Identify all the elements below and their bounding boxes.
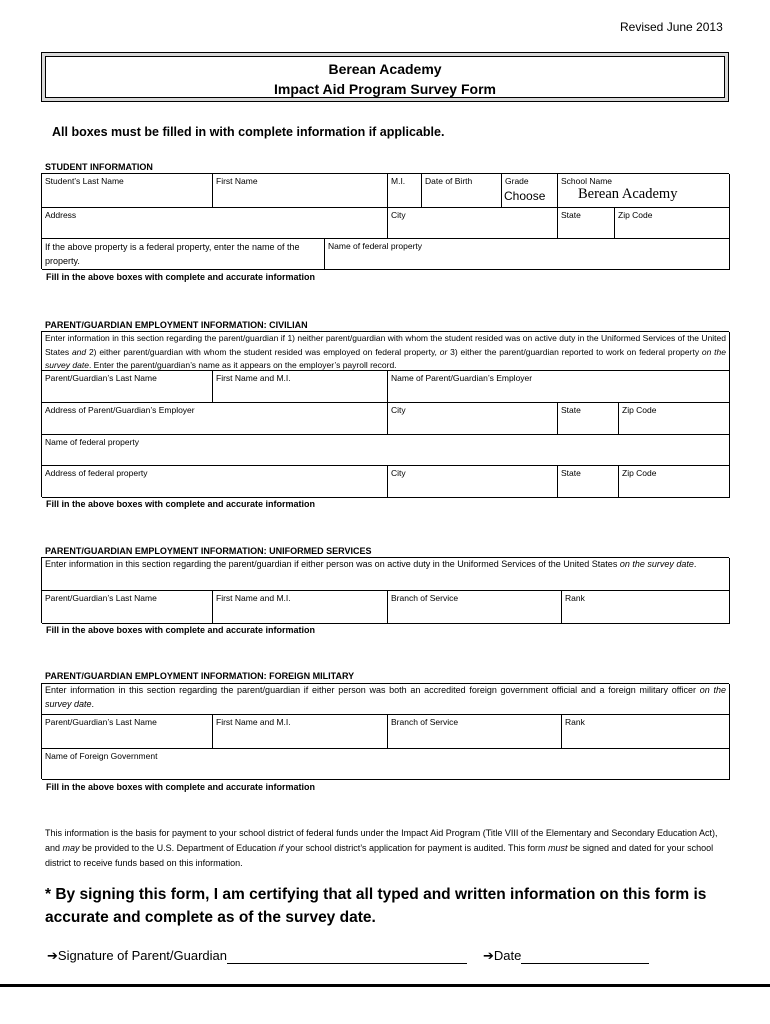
student-address-field[interactable] xyxy=(42,208,388,239)
civilian-instructions xyxy=(42,332,730,371)
instruction-text: All boxes must be filled in with complete information if applicable. xyxy=(52,125,445,139)
civilian-city-label: City xyxy=(391,405,406,415)
student-mi-field[interactable] xyxy=(388,174,422,208)
school-name-value[interactable]: Berean Academy xyxy=(578,186,678,202)
civilian-first-name-field[interactable] xyxy=(213,371,388,403)
civilian-note-or: or xyxy=(439,346,448,357)
student-city-label: City xyxy=(391,210,406,220)
fill-note-student: Fill in the above boxes with complete and accurate information xyxy=(46,272,316,282)
uniformed-last-name-label: Parent/Guardian’s Last Name xyxy=(45,593,157,603)
federal-property-question-text: If the above property is a federal property, enter the name of the property. xyxy=(45,242,300,266)
civilian-note-c: 3) either the parent/guardian reported to work on federal property xyxy=(447,346,702,357)
fill-note-foreign: Fill in the above boxes with complete and accurate information xyxy=(46,782,316,792)
student-mi-label: M.I. xyxy=(391,176,406,186)
student-state-field[interactable] xyxy=(558,208,615,239)
date-label: Date xyxy=(493,948,522,963)
uniformed-note-end: . xyxy=(693,559,697,569)
student-zip-field[interactable] xyxy=(615,208,730,239)
title-inner xyxy=(45,56,725,98)
civilian-note-and: and xyxy=(71,346,87,357)
foreign-government-field[interactable] xyxy=(42,749,730,780)
civilian-federal-city-label: City xyxy=(391,468,406,478)
arrow-right-icon: ➔ xyxy=(483,948,494,963)
civilian-grid xyxy=(41,331,729,497)
fill-note-civilian: Fill in the above boxes with complete and accurate information xyxy=(46,499,316,509)
federal-property-question xyxy=(42,239,325,270)
footer-p2: be provided to the U.S. Department of Education xyxy=(79,843,279,853)
civilian-federal-state-label: State xyxy=(561,468,581,478)
civilian-note-a: Enter information in this section regarding the parent/guardian if 1) neither parent/guardian with whom the student resided was on active duty in the Uniformed Services of the United States xyxy=(45,333,726,357)
uniformed-note-a: Enter information in this section regarding the parent/guardian if either person was on active duty in the Uniformed Services of the United States xyxy=(45,559,620,569)
foreign-heading: PARENT/GUARDIAN EMPLOYMENT INFORMATION: FOREIGN MILITARY xyxy=(45,671,355,681)
student-address-label: Address xyxy=(45,210,77,220)
civilian-employer-address-field[interactable] xyxy=(42,403,388,435)
student-dob-label: Date of Birth xyxy=(425,176,473,186)
civilian-heading: PARENT/GUARDIAN EMPLOYMENT INFORMATION: CIVILIAN xyxy=(45,320,308,330)
civilian-federal-zip-label: Zip Code xyxy=(622,468,657,478)
foreign-rank-label: Rank xyxy=(565,717,585,727)
civilian-note-date: on the survey date xyxy=(45,346,727,370)
fill-note-uniformed: Fill in the above boxes with complete and accurate information xyxy=(46,625,316,635)
uniformed-grid xyxy=(41,557,729,623)
student-grade-label: Grade xyxy=(505,176,529,186)
uniformed-heading: PARENT/GUARDIAN EMPLOYMENT INFORMATION: UNIFORMED SERVICES xyxy=(45,546,372,556)
foreign-instructions xyxy=(42,684,730,715)
civilian-note-d: . Enter the parent/guardian’s name as it appears on the employer’s payroll record. xyxy=(88,360,397,370)
civilian-zip-label: Zip Code xyxy=(622,405,657,415)
uniformed-branch-label: Branch of Service xyxy=(391,593,459,603)
student-first-name-label: First Name xyxy=(216,176,258,186)
student-state-label: State xyxy=(561,210,581,220)
uniformed-rank-field[interactable] xyxy=(562,591,730,624)
civilian-federal-zip-field[interactable] xyxy=(619,466,730,498)
civilian-last-name-field[interactable] xyxy=(42,371,213,403)
civilian-federal-address-label: Address of federal property xyxy=(45,468,148,478)
student-school-label: School Name xyxy=(561,176,613,186)
signature-field[interactable] xyxy=(227,950,467,964)
signature-label: Signature of Parent/Guardian xyxy=(57,948,228,963)
student-last-name-field[interactable] xyxy=(42,174,213,208)
footer-must: must xyxy=(547,843,568,853)
student-zip-label: Zip Code xyxy=(618,210,653,220)
foreign-note-date: on the survey date xyxy=(45,685,726,709)
student-city-field[interactable] xyxy=(388,208,558,239)
foreign-last-name-label: Parent/Guardian’s Last Name xyxy=(45,717,157,727)
funding-disclaimer xyxy=(45,826,727,871)
civilian-last-name-label: Parent/Guardian’s Last Name xyxy=(45,373,157,383)
civilian-city-field[interactable] xyxy=(388,403,558,435)
civilian-first-name-label: First Name and M.I. xyxy=(216,373,291,383)
student-last-name-label: Student’s Last Name xyxy=(45,176,124,186)
school-title: Berean Academy xyxy=(328,61,442,77)
civilian-federal-address-field[interactable] xyxy=(42,466,388,498)
signature-line xyxy=(47,948,467,964)
civilian-note-b: 2) either parent/guardian with whom the student resided was employed on federal property, xyxy=(86,346,440,357)
uniformed-instructions xyxy=(42,558,730,591)
civilian-employer-address-label: Address of Parent/Guardian’s Employer xyxy=(45,405,195,415)
foreign-first-name-label: First Name and M.I. xyxy=(216,717,291,727)
uniformed-note-date: on the survey date xyxy=(619,559,694,569)
foreign-note-a: Enter information in this section regarding the parent/guardian if either person was both an accredited foreign government official and a foreign military officer xyxy=(45,685,700,695)
student-federal-property-label: Name of federal property xyxy=(328,241,423,251)
civilian-state-label: State xyxy=(561,405,581,415)
civilian-employer-field[interactable] xyxy=(388,371,730,403)
foreign-note-end: . xyxy=(91,698,95,709)
student-first-name-field[interactable] xyxy=(213,174,388,208)
uniformed-first-name-label: First Name and M.I. xyxy=(216,593,291,603)
uniformed-last-name-field[interactable] xyxy=(42,591,213,624)
uniformed-rank-label: Rank xyxy=(565,593,585,603)
footer-p1: This information is the basis for payment to your school district of federal funds under the Impact Aid Program (Title VIII of the Elementary and Secondary Education Act), and xyxy=(45,828,718,853)
student-heading: STUDENT INFORMATION xyxy=(45,162,153,172)
date-field[interactable] xyxy=(521,950,649,964)
civilian-zip-field[interactable] xyxy=(619,403,730,435)
foreign-grid xyxy=(41,683,729,779)
foreign-branch-field[interactable] xyxy=(388,715,562,749)
student-federal-property-field[interactable] xyxy=(325,239,730,270)
footer-may: may xyxy=(62,843,80,853)
title-box xyxy=(41,52,729,102)
footer-p3: your school district’s application for payment is audited. This form xyxy=(283,843,548,853)
footer-p4: be signed and dated for your school district to receive funds based on this information. xyxy=(45,843,714,868)
footer-if: if xyxy=(278,843,284,853)
form-title: Impact Aid Program Survey Form xyxy=(274,81,496,97)
arrow-right-icon: ➔ xyxy=(47,948,58,963)
certification-statement: * By signing this form, I am certifying that all typed and written information on this form is accurate and complete as of the survey date. xyxy=(45,886,707,926)
civilian-federal-state-field[interactable] xyxy=(558,466,619,498)
foreign-first-name-field[interactable] xyxy=(213,715,388,749)
grade-dropdown[interactable]: Choose xyxy=(504,189,546,203)
date-line xyxy=(483,948,649,964)
foreign-government-label: Name of Foreign Government xyxy=(45,751,158,761)
foreign-rank-field[interactable] xyxy=(562,715,730,749)
civilian-federal-city-field[interactable] xyxy=(388,466,558,498)
bottom-divider xyxy=(0,984,770,987)
civilian-employer-label: Name of Parent/Guardian’s Employer xyxy=(391,373,533,383)
civilian-federal-property-field[interactable] xyxy=(42,435,730,466)
foreign-branch-label: Branch of Service xyxy=(391,717,459,727)
civilian-federal-property-label: Name of federal property xyxy=(45,437,140,447)
student-dob-field[interactable] xyxy=(422,174,502,208)
revision-date: Revised June 2013 xyxy=(620,20,723,34)
uniformed-first-name-field[interactable] xyxy=(213,591,388,624)
foreign-last-name-field[interactable] xyxy=(42,715,213,749)
uniformed-branch-field[interactable] xyxy=(388,591,562,624)
civilian-state-field[interactable] xyxy=(558,403,619,435)
